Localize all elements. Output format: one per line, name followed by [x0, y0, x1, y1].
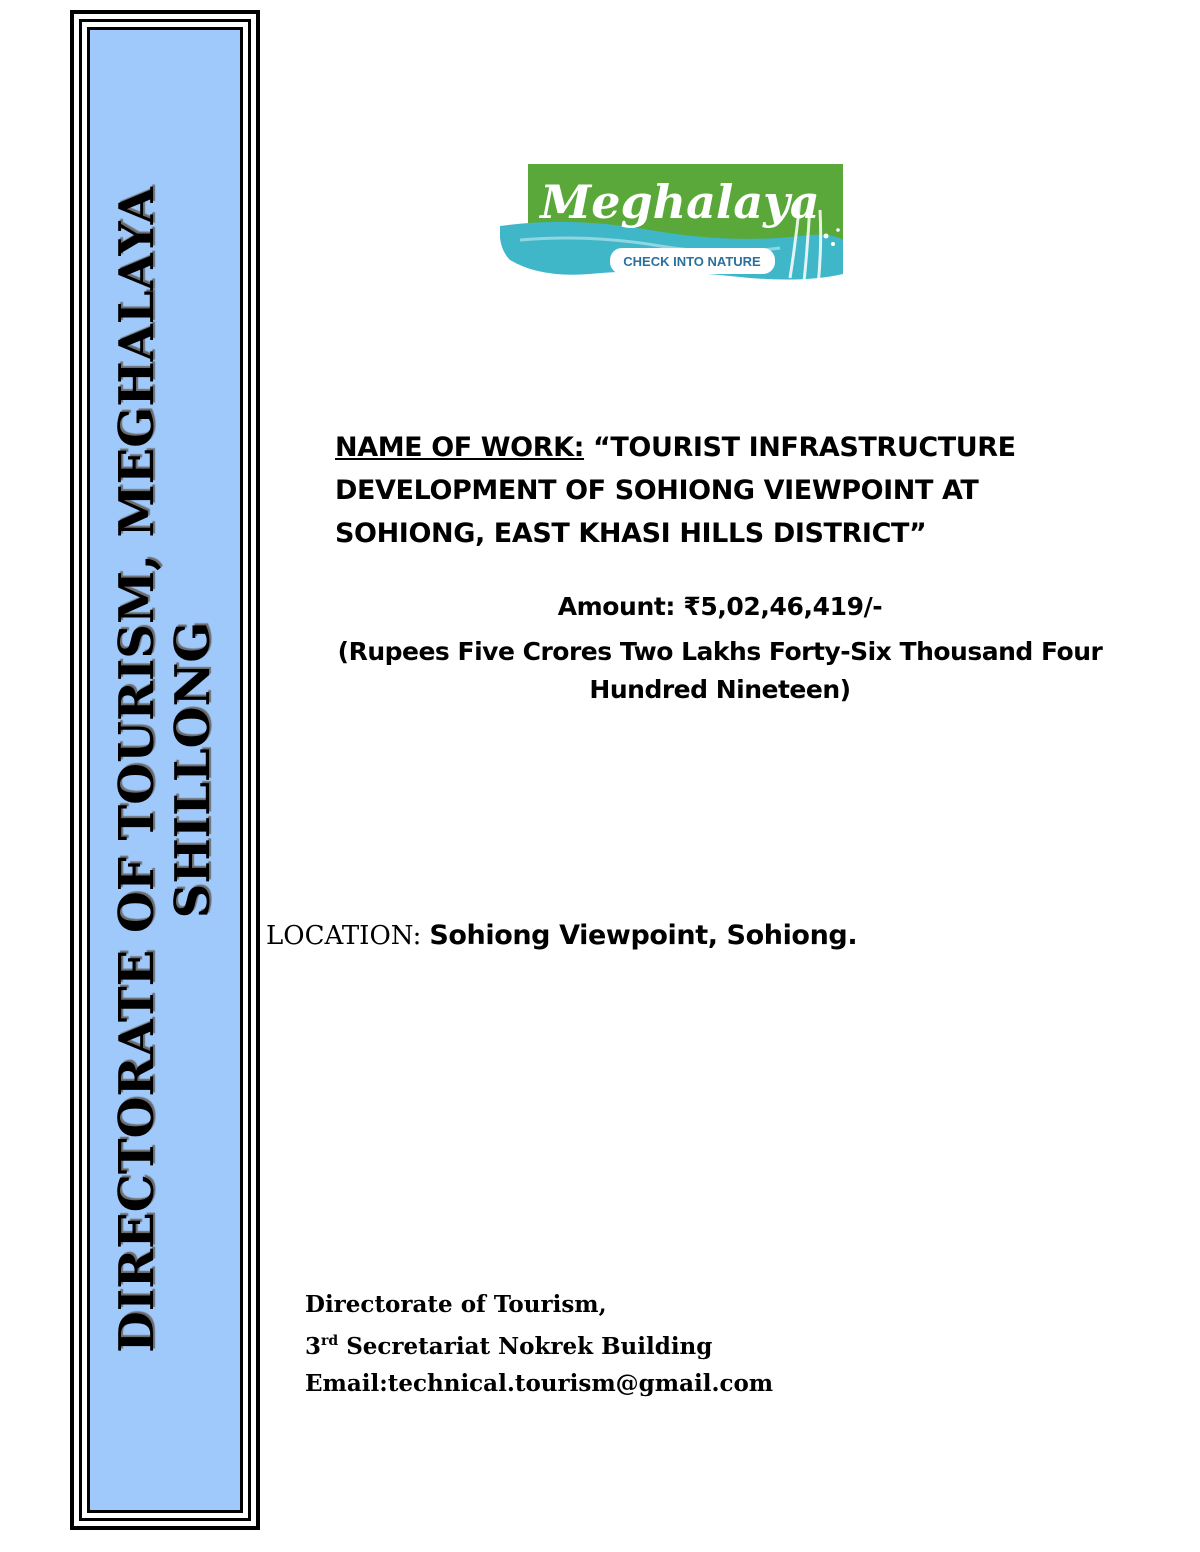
location-label: LOCATION:	[266, 921, 422, 951]
meghalaya-logo	[500, 160, 845, 290]
amount-in-words: (Rupees Five Crores Two Lakhs Forty-Six Thousand Four Hundred Nineteen)	[337, 637, 1103, 704]
side-banner-text	[109, 120, 221, 1420]
address-building-name: Secretariat Nokrek Building	[346, 1333, 713, 1360]
logo-tagline: CHECK INTO NATURE	[623, 254, 761, 269]
banner-title: DIRECTORATE OF TOURISM, MEGHALAYA	[108, 187, 165, 1353]
logo-wordmark: Meghalaya	[540, 175, 820, 229]
logo-droplet	[824, 234, 829, 239]
side-banner	[70, 10, 260, 1530]
amount-value: ₹5,02,46,419/-	[683, 592, 883, 621]
name-of-work-title: “TOURIST INFRASTRUCTURE DEVELOPMENT OF SOHIONG VIEWPOINT AT SOHIONG, EAST KHASI HILLS DISTRICT”	[335, 432, 1016, 549]
address-floor-number: 3	[305, 1333, 322, 1360]
office-address	[305, 1286, 773, 1402]
address-line-office: Directorate of Tourism,	[305, 1291, 607, 1318]
location-value: Sohiong Viewpoint, Sohiong.	[429, 920, 858, 951]
logo-droplet	[831, 242, 835, 246]
banner-subtitle: SHILLONG	[165, 621, 221, 919]
name-of-work	[335, 426, 1095, 555]
logo-droplet	[836, 228, 840, 232]
meghalaya-logo-graphic	[500, 160, 845, 290]
amount	[330, 592, 1110, 621]
location	[266, 920, 857, 951]
address-line-building	[305, 1323, 773, 1365]
side-banner-panel	[87, 27, 243, 1513]
address-floor-suffix: rd	[321, 1333, 339, 1349]
name-of-work-label: NAME OF WORK:	[335, 432, 585, 463]
side-banner-frame	[79, 19, 251, 1521]
amount-label: Amount:	[557, 592, 676, 621]
address-email: Email:technical.tourism@gmail.com	[305, 1370, 774, 1397]
